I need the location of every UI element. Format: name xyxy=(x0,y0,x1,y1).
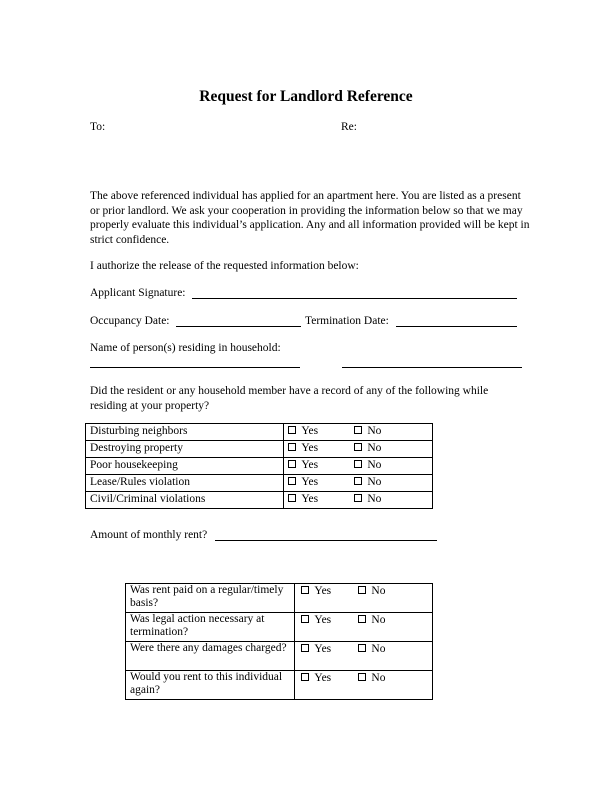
monthly-rent-field[interactable] xyxy=(215,540,437,541)
checkbox-icon[interactable] xyxy=(288,460,296,468)
no-option[interactable]: No xyxy=(358,585,385,598)
yes-no-cell xyxy=(295,671,433,700)
checkbox-icon[interactable] xyxy=(354,460,362,468)
checkbox-icon[interactable] xyxy=(358,644,366,652)
yes-option[interactable]: Yes xyxy=(301,585,358,598)
no-option[interactable]: No xyxy=(354,441,381,456)
resident-name-field-2[interactable] xyxy=(342,367,522,368)
yes-option[interactable]: Yes xyxy=(301,672,358,685)
yes-option[interactable]: Yes xyxy=(288,492,354,507)
checkbox-icon[interactable] xyxy=(354,426,362,434)
no-option[interactable]: No xyxy=(358,672,385,685)
checkbox-icon[interactable] xyxy=(288,494,296,502)
yes-no-cell xyxy=(284,441,433,458)
checkbox-icon[interactable] xyxy=(288,477,296,485)
yes-option[interactable]: Yes xyxy=(301,614,358,627)
record-question: Did the resident or any household member have a record of any of the following while residing at your property? xyxy=(90,385,489,412)
record-item: Poor housekeeping xyxy=(86,458,284,475)
monthly-rent-label: Amount of monthly rent? xyxy=(90,529,208,541)
no-option[interactable]: No xyxy=(354,424,381,439)
checkbox-icon[interactable] xyxy=(354,477,362,485)
checkbox-icon[interactable] xyxy=(358,615,366,623)
rent-question: Would you rent to this individual again? xyxy=(126,671,295,700)
checkbox-icon[interactable] xyxy=(358,586,366,594)
record-item: Lease/Rules violation xyxy=(86,475,284,492)
yes-no-cell xyxy=(284,424,433,441)
record-table xyxy=(85,423,433,509)
record-item: Destroying property xyxy=(86,441,284,458)
table-row xyxy=(86,492,433,509)
re-label: Re: xyxy=(341,121,357,133)
table-row xyxy=(126,613,433,642)
table-row xyxy=(86,424,433,441)
no-option[interactable]: No xyxy=(358,614,385,627)
rent-question: Was rent paid on a regular/timely basis? xyxy=(126,584,295,613)
record-item: Disturbing neighbors xyxy=(86,424,284,441)
yes-option[interactable]: Yes xyxy=(301,643,358,656)
table-row xyxy=(126,671,433,700)
yes-no-cell xyxy=(284,475,433,492)
record-item: Civil/Criminal violations xyxy=(86,492,284,509)
yes-no-cell xyxy=(284,458,433,475)
table-row xyxy=(86,441,433,458)
resident-name-field-1[interactable] xyxy=(90,367,300,368)
yes-no-cell xyxy=(295,642,433,671)
table-row xyxy=(86,475,433,492)
table-row xyxy=(86,458,433,475)
yes-option[interactable]: Yes xyxy=(288,441,354,456)
checkbox-icon[interactable] xyxy=(288,443,296,451)
checkbox-icon[interactable] xyxy=(288,426,296,434)
termination-date-label: Termination Date: xyxy=(305,315,389,327)
intro-paragraph: The above referenced individual has applied for an apartment here. You are listed as a present or prior landlord. We ask your cooperation in providing the information below so that we may properly evaluate this individual’s application. Any and all information provided will be kept in strict confidence. xyxy=(90,190,530,246)
no-option[interactable]: No xyxy=(354,458,381,473)
yes-option[interactable]: Yes xyxy=(288,458,354,473)
checkbox-icon[interactable] xyxy=(301,644,309,652)
table-row xyxy=(126,642,433,671)
applicant-signature-label: Applicant Signature: xyxy=(90,287,186,299)
occupancy-date-label: Occupancy Date: xyxy=(90,315,170,327)
residents-label: Name of person(s) residing in household: xyxy=(90,342,281,354)
checkbox-icon[interactable] xyxy=(358,673,366,681)
checkbox-icon[interactable] xyxy=(301,673,309,681)
yes-no-cell xyxy=(295,613,433,642)
rent-table xyxy=(125,583,433,700)
checkbox-icon[interactable] xyxy=(301,586,309,594)
applicant-signature-field[interactable] xyxy=(192,298,517,299)
table-row xyxy=(126,584,433,613)
page-title: Request for Landlord Reference xyxy=(199,88,413,105)
checkbox-icon[interactable] xyxy=(301,615,309,623)
occupancy-date-field[interactable] xyxy=(176,326,301,327)
termination-date-field[interactable] xyxy=(396,326,517,327)
rent-question: Were there any damages charged? xyxy=(126,642,295,671)
yes-no-cell xyxy=(295,584,433,613)
checkbox-icon[interactable] xyxy=(354,443,362,451)
no-option[interactable]: No xyxy=(354,475,381,490)
checkbox-icon[interactable] xyxy=(354,494,362,502)
no-option[interactable]: No xyxy=(354,492,381,507)
to-label: To: xyxy=(90,121,106,133)
yes-no-cell xyxy=(284,492,433,509)
yes-option[interactable]: Yes xyxy=(288,424,354,439)
yes-option[interactable]: Yes xyxy=(288,475,354,490)
rent-question: Was legal action necessary at termination? xyxy=(126,613,295,642)
no-option[interactable]: No xyxy=(358,643,385,656)
authorize-statement: I authorize the release of the requested information below: xyxy=(90,260,359,272)
